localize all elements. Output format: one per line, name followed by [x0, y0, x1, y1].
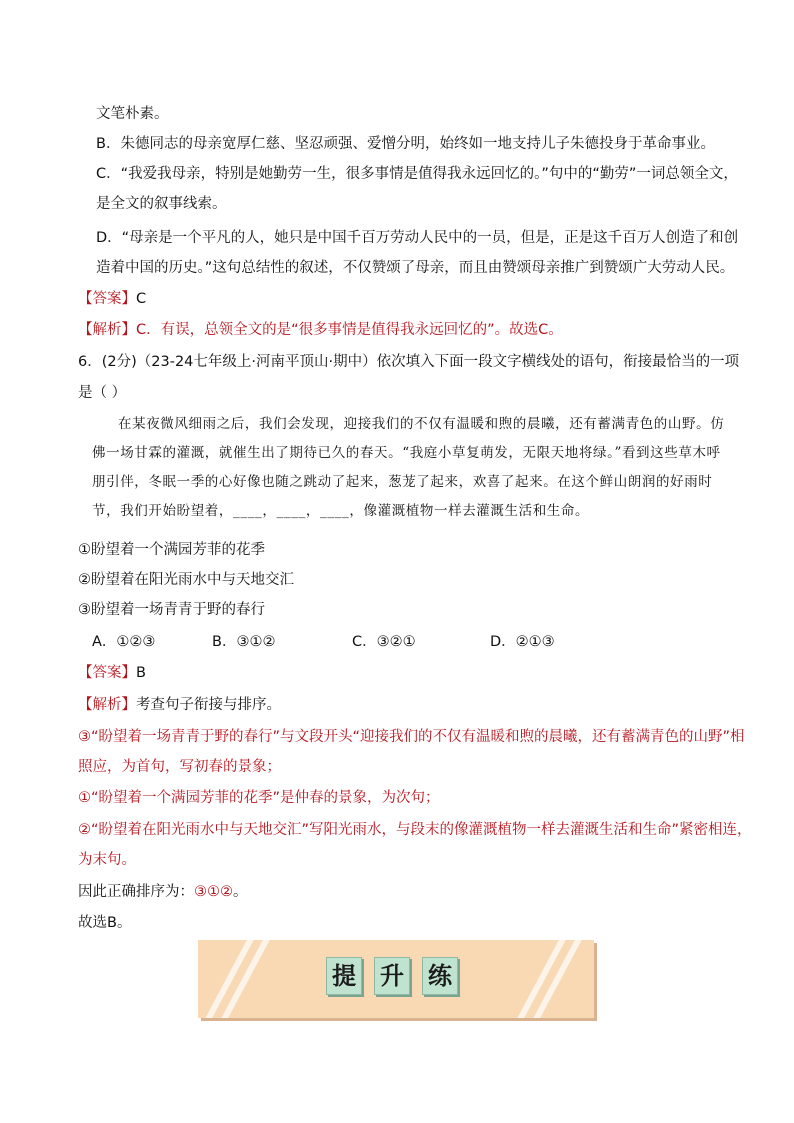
analysis-6: [78, 695, 738, 715]
question-6-stem: 6．(2分)（23-24七年级上·河南平顶山·期中）依次填入下面一段文字横线处的语句，衔接最恰当的一项: [78, 354, 740, 370]
answer-label: 【答案】: [78, 291, 136, 307]
answer-6: [78, 663, 738, 683]
analysis-point-2: ②“盼望着在阳光雨水中与天地交汇”写阳光雨水，与段末的像灌溉植物一样去灌溉生活和生命”紧密相连，: [78, 822, 752, 838]
option-b: B．朱德同志的母亲宽厚仁慈、坚忍顽强、爱憎分明，始终如一地支持儿子朱德投身于革命事业。: [96, 136, 715, 152]
sentence-item-1: ①盼望着一个满园芳菲的花季: [78, 542, 265, 558]
analysis-intro: 考查句子衔接与排序。: [136, 697, 281, 713]
sentence-item-3: ③盼望着一场青青于野的春行: [78, 602, 265, 618]
analysis-label: 【解析】: [78, 697, 136, 713]
answer-label: 【答案】: [78, 665, 136, 681]
sentence-item-2: ②盼望着在阳光雨水中与天地交汇: [78, 572, 294, 588]
question-6-stem-end: 是（ ）: [78, 385, 127, 401]
order-end: 。: [233, 884, 248, 900]
analysis-5: [78, 320, 738, 340]
choice-c: C．③②①: [352, 634, 416, 650]
analysis-label: 【解析】: [78, 322, 136, 338]
order-value: ③①②: [194, 884, 233, 900]
analysis-conclusion: 故选B。: [78, 915, 132, 931]
option-a-continuation: 文笔朴素。: [96, 106, 169, 122]
order-label: 因此正确排序为：: [78, 884, 194, 900]
analysis-point-3: ③“盼望着一场青青于野的春行”与文段开头“迎接我们的不仅有温暖和煦的晨曦，还有蓄满青色的山野”相: [78, 729, 745, 745]
analysis-order: [78, 882, 738, 902]
analysis-text: C．有误，总领全文的是“很多事情是值得我永远回忆的”。故选C。: [136, 322, 563, 338]
question-6-passage: 在某夜微风细雨之后，我们会发现，迎接我们的不仅有温暖和煦的晨曦，还有蓄满青色的山野。仿佛一场甘霖的灌溉，就催生出了期待已久的春天。“我庭小草复萌发，无限天地将绿。”看到这些草木呼朋引伴，冬眠一季的心好像也随之跳动了起来，葱茏了起来，欢喜了起来。在这个鲜山朗润的好雨时节，我们开始盼望着，____，____，____，像灌溉植物一样去灌溉生活和生命。: [92, 416, 725, 519]
section-banner: [198, 940, 594, 1018]
banner-char-1: 提: [326, 957, 362, 995]
banner-char-2: 升: [374, 957, 410, 995]
choice-a: A．①②③: [92, 634, 156, 650]
choice-b: B．③①②: [212, 634, 276, 650]
answer-value: C: [136, 291, 147, 307]
option-d: D．“母亲是一个平凡的人，她只是中国千百万劳动人民中的一员，但是，正是这千百万人创造了和创: [96, 230, 739, 246]
analysis-point-2-cont: 为末句。: [78, 852, 136, 868]
option-d-continuation: 造着中国的历史。”这句总结性的叙述，不仅赞颂了母亲，而且由赞颂母亲推广到赞颂广大劳动人民。: [96, 260, 735, 276]
answer-value: B: [136, 665, 146, 681]
analysis-point-3-cont: 照应，为首句，写初春的景象；: [78, 759, 281, 775]
choice-d: D．②①③: [490, 634, 555, 650]
option-c-continuation: 是全文的叙事线索。: [96, 196, 227, 212]
analysis-point-1: ①“盼望着一个满园芳菲的花季”是仲春的景象，为次句；: [78, 790, 440, 806]
answer-5: [78, 289, 738, 309]
banner-char-3: 练: [422, 957, 458, 995]
option-c: C．“我爱我母亲，特别是她勤劳一生，很多事情是值得我永远回忆的。”句中的“勤劳”一词总领全文，: [96, 166, 738, 182]
